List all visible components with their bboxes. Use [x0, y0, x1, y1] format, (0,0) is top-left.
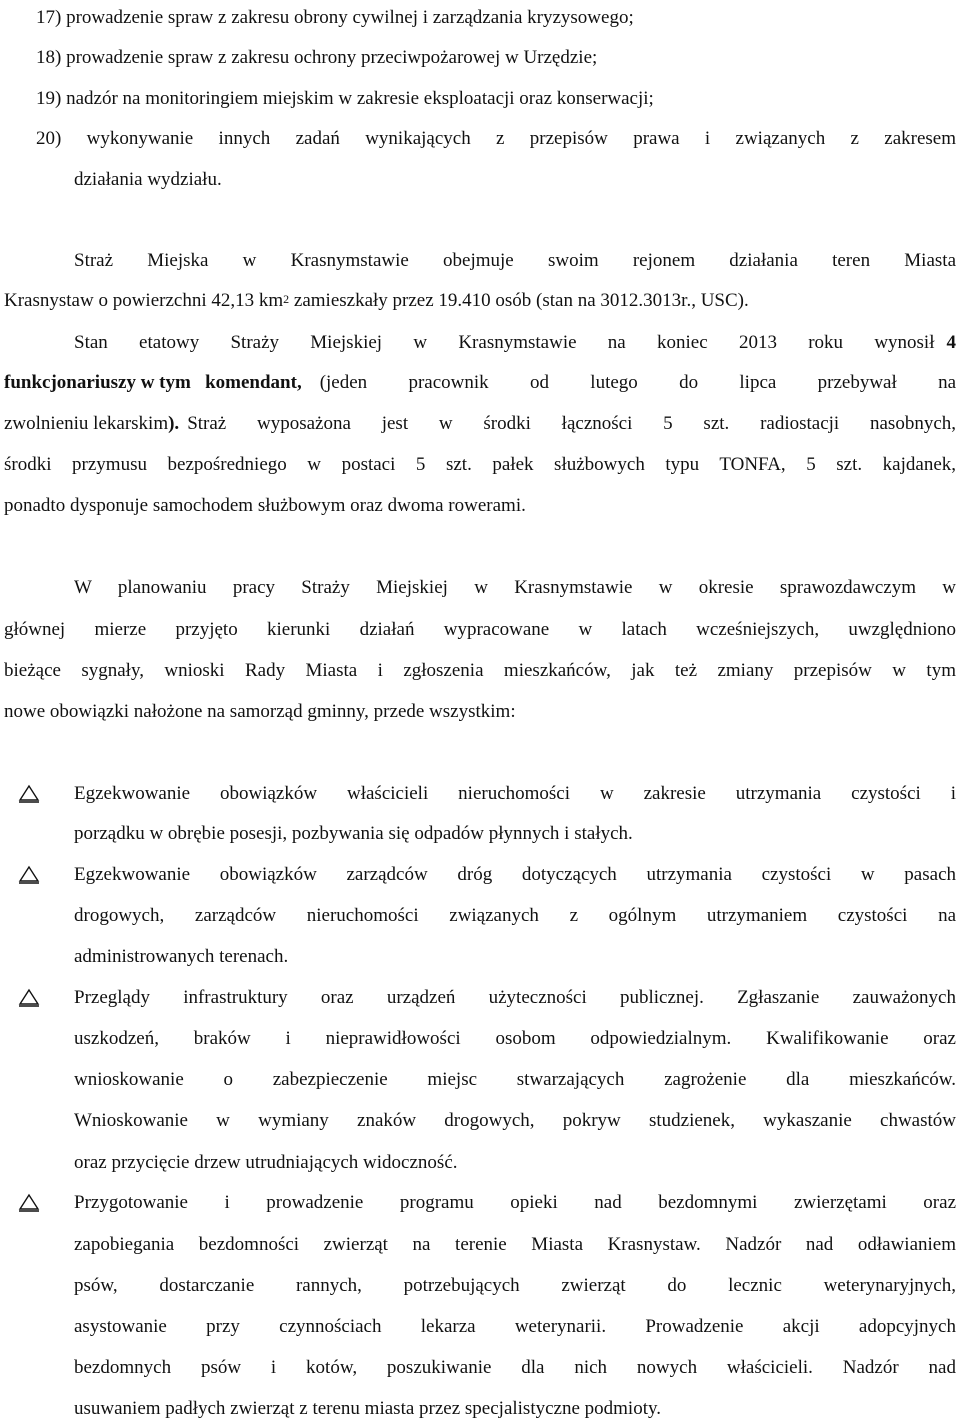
paragraph-2-line-3 — [4, 412, 956, 436]
bullet-4-line-6: usuwaniem padłych zwierząt z terenu miasta przez specjalistyczne podmioty. — [74, 1398, 662, 1419]
triangle-bullet-icon — [18, 865, 40, 885]
paragraph-2-line-4: środki przymusu bezpośredniego w postaci 5 szt. pałek służbowych typu TONFA, 5 szt. kajdanek, — [4, 454, 956, 475]
bullet-2-line-2: drogowych, zarządców nieruchomości związanych z ogólnym utrzymaniem czystości na — [74, 905, 956, 926]
bullet-3-line-5: oraz przycięcie drzew utrudniających widoczność. — [74, 1152, 458, 1173]
bullet-3-line-2: uszkodzeń, braków i nieprawidłowości osobom odpowiedzialnym. Kwalifikowanie oraz — [74, 1028, 956, 1049]
area-text: Krasnystaw o powierzchni 42,13 km — [4, 290, 284, 311]
triangle-bullet-icon — [18, 1193, 40, 1213]
staff-count: 4 — [946, 332, 956, 353]
paragraph-1-line-2 — [4, 289, 749, 313]
list-item-17: 17) prowadzenie spraw z zakresu obrony cywilnej i zarządzania kryzysowego; — [36, 7, 634, 28]
bullet-3-line-3: wnioskowanie o zabezpieczenie miejsc stwarzających zagrożenie dla mieszkańców. — [74, 1069, 956, 1090]
population-text: zamieszkały przez 19.410 osób (stan na 3012.3013r., USC). — [289, 290, 749, 311]
bullet-4-line-1: Przygotowanie i prowadzenie programu opieki nad bezdomnymi zwierzętami oraz — [74, 1192, 956, 1213]
list-item-20-continued: działania wydziału. — [74, 169, 222, 190]
bullet-4-line-5: bezdomnych psów i kotów, poszukiwanie dla nich nowych właścicieli. Nadzór nad — [74, 1357, 956, 1378]
staff-bold-text: funkcjonariuszy w tym komendant, — [4, 372, 302, 393]
paragraph-3-line-3: bieżące sygnały, wnioski Rady Miasta i zgłoszenia mieszkańców, jak też zmiany przepisów w tym — [4, 660, 956, 681]
paragraph-3-line-4: nowe obowiązki nałożone na samorząd gminny, przede wszystkim: — [4, 701, 516, 722]
leave-close: ). — [168, 413, 180, 434]
bullet-3-line-1: Przeglądy infrastruktury oraz urządzeń użyteczności publicznej. Zgłaszanie zauważonych — [74, 987, 956, 1008]
bullet-1-line-1: Egzekwowanie obowiązków właścicieli nieruchomości w zakresie utrzymania czystości i — [74, 783, 956, 804]
staff-text: Stan etatowy Straży Miejskiej w Krasnymstawie na koniec 2013 roku wynosił — [74, 332, 935, 353]
list-item-20: 20) wykonywanie innych zadań wynikających z przepisów prawa i związanych z zakresem — [36, 128, 956, 149]
paragraph-3-line-1: W planowaniu pracy Straży Miejskiej w Krasnymstawie w okresie sprawozdawczym w — [74, 577, 956, 598]
bullet-4-line-2: zapobiegania bezdomności zwierząt na terenie Miasta Krasnystaw. Nadzór nad odławianiem — [74, 1234, 956, 1255]
triangle-bullet-icon — [18, 988, 40, 1008]
paragraph-1-line-1: Straż Miejska w Krasnymstawie obejmuje swoim rejonem działania teren Miasta — [74, 250, 956, 271]
triangle-bullet-icon — [18, 784, 40, 804]
paragraph-2-line-1 — [74, 331, 956, 355]
paragraph-2-line-5: ponadto dysponuje samochodem służbowym oraz dwoma rowerami. — [4, 495, 526, 516]
bullet-2-line-3: administrowanych terenach. — [74, 946, 289, 967]
bullet-4-line-3: psów, dostarczanie rannych, potrzebujących zwierząt do lecznic weterynaryjnych, — [74, 1275, 956, 1296]
list-item-18: 18) prowadzenie spraw z zakresu ochrony przeciwpożarowej w Urzędzie; — [36, 47, 598, 68]
area-superscript: 2 — [283, 292, 290, 306]
bullet-3-line-4: Wnioskowanie w wymiany znaków drogowych, pokryw studzienek, wykaszanie chwastów — [74, 1110, 956, 1131]
bullet-4-line-4: asystowanie przy czynnościach lekarza weterynarii. Prowadzenie akcji adopcyjnych — [74, 1316, 956, 1337]
equipment-text: Straż wyposażona jest w środki łączności 5 szt. radiostacji nasobnych, — [187, 413, 956, 434]
paragraph-2-line-2 — [4, 371, 956, 395]
bullet-1-line-2: porządku w obrębie posesji, pozbywania się odpadów płynnych i stałych. — [74, 823, 633, 844]
paragraph-3-line-2: głównej mierze przyjęto kierunki działań wypracowane w latach wcześniejszych, uwzględniono — [4, 619, 956, 640]
bullet-2-line-1: Egzekwowanie obowiązków zarządców dróg dotyczących utrzymania czystości w pasach — [74, 864, 956, 885]
leave-text: zwolnieniu lekarskim — [4, 413, 169, 434]
list-item-19: 19) nadzór na monitoringiem miejskim w zakresie eksploatacji oraz konserwacji; — [36, 88, 654, 109]
staff-note-text: (jeden pracownik od lutego do lipca przebywał na — [319, 372, 956, 393]
